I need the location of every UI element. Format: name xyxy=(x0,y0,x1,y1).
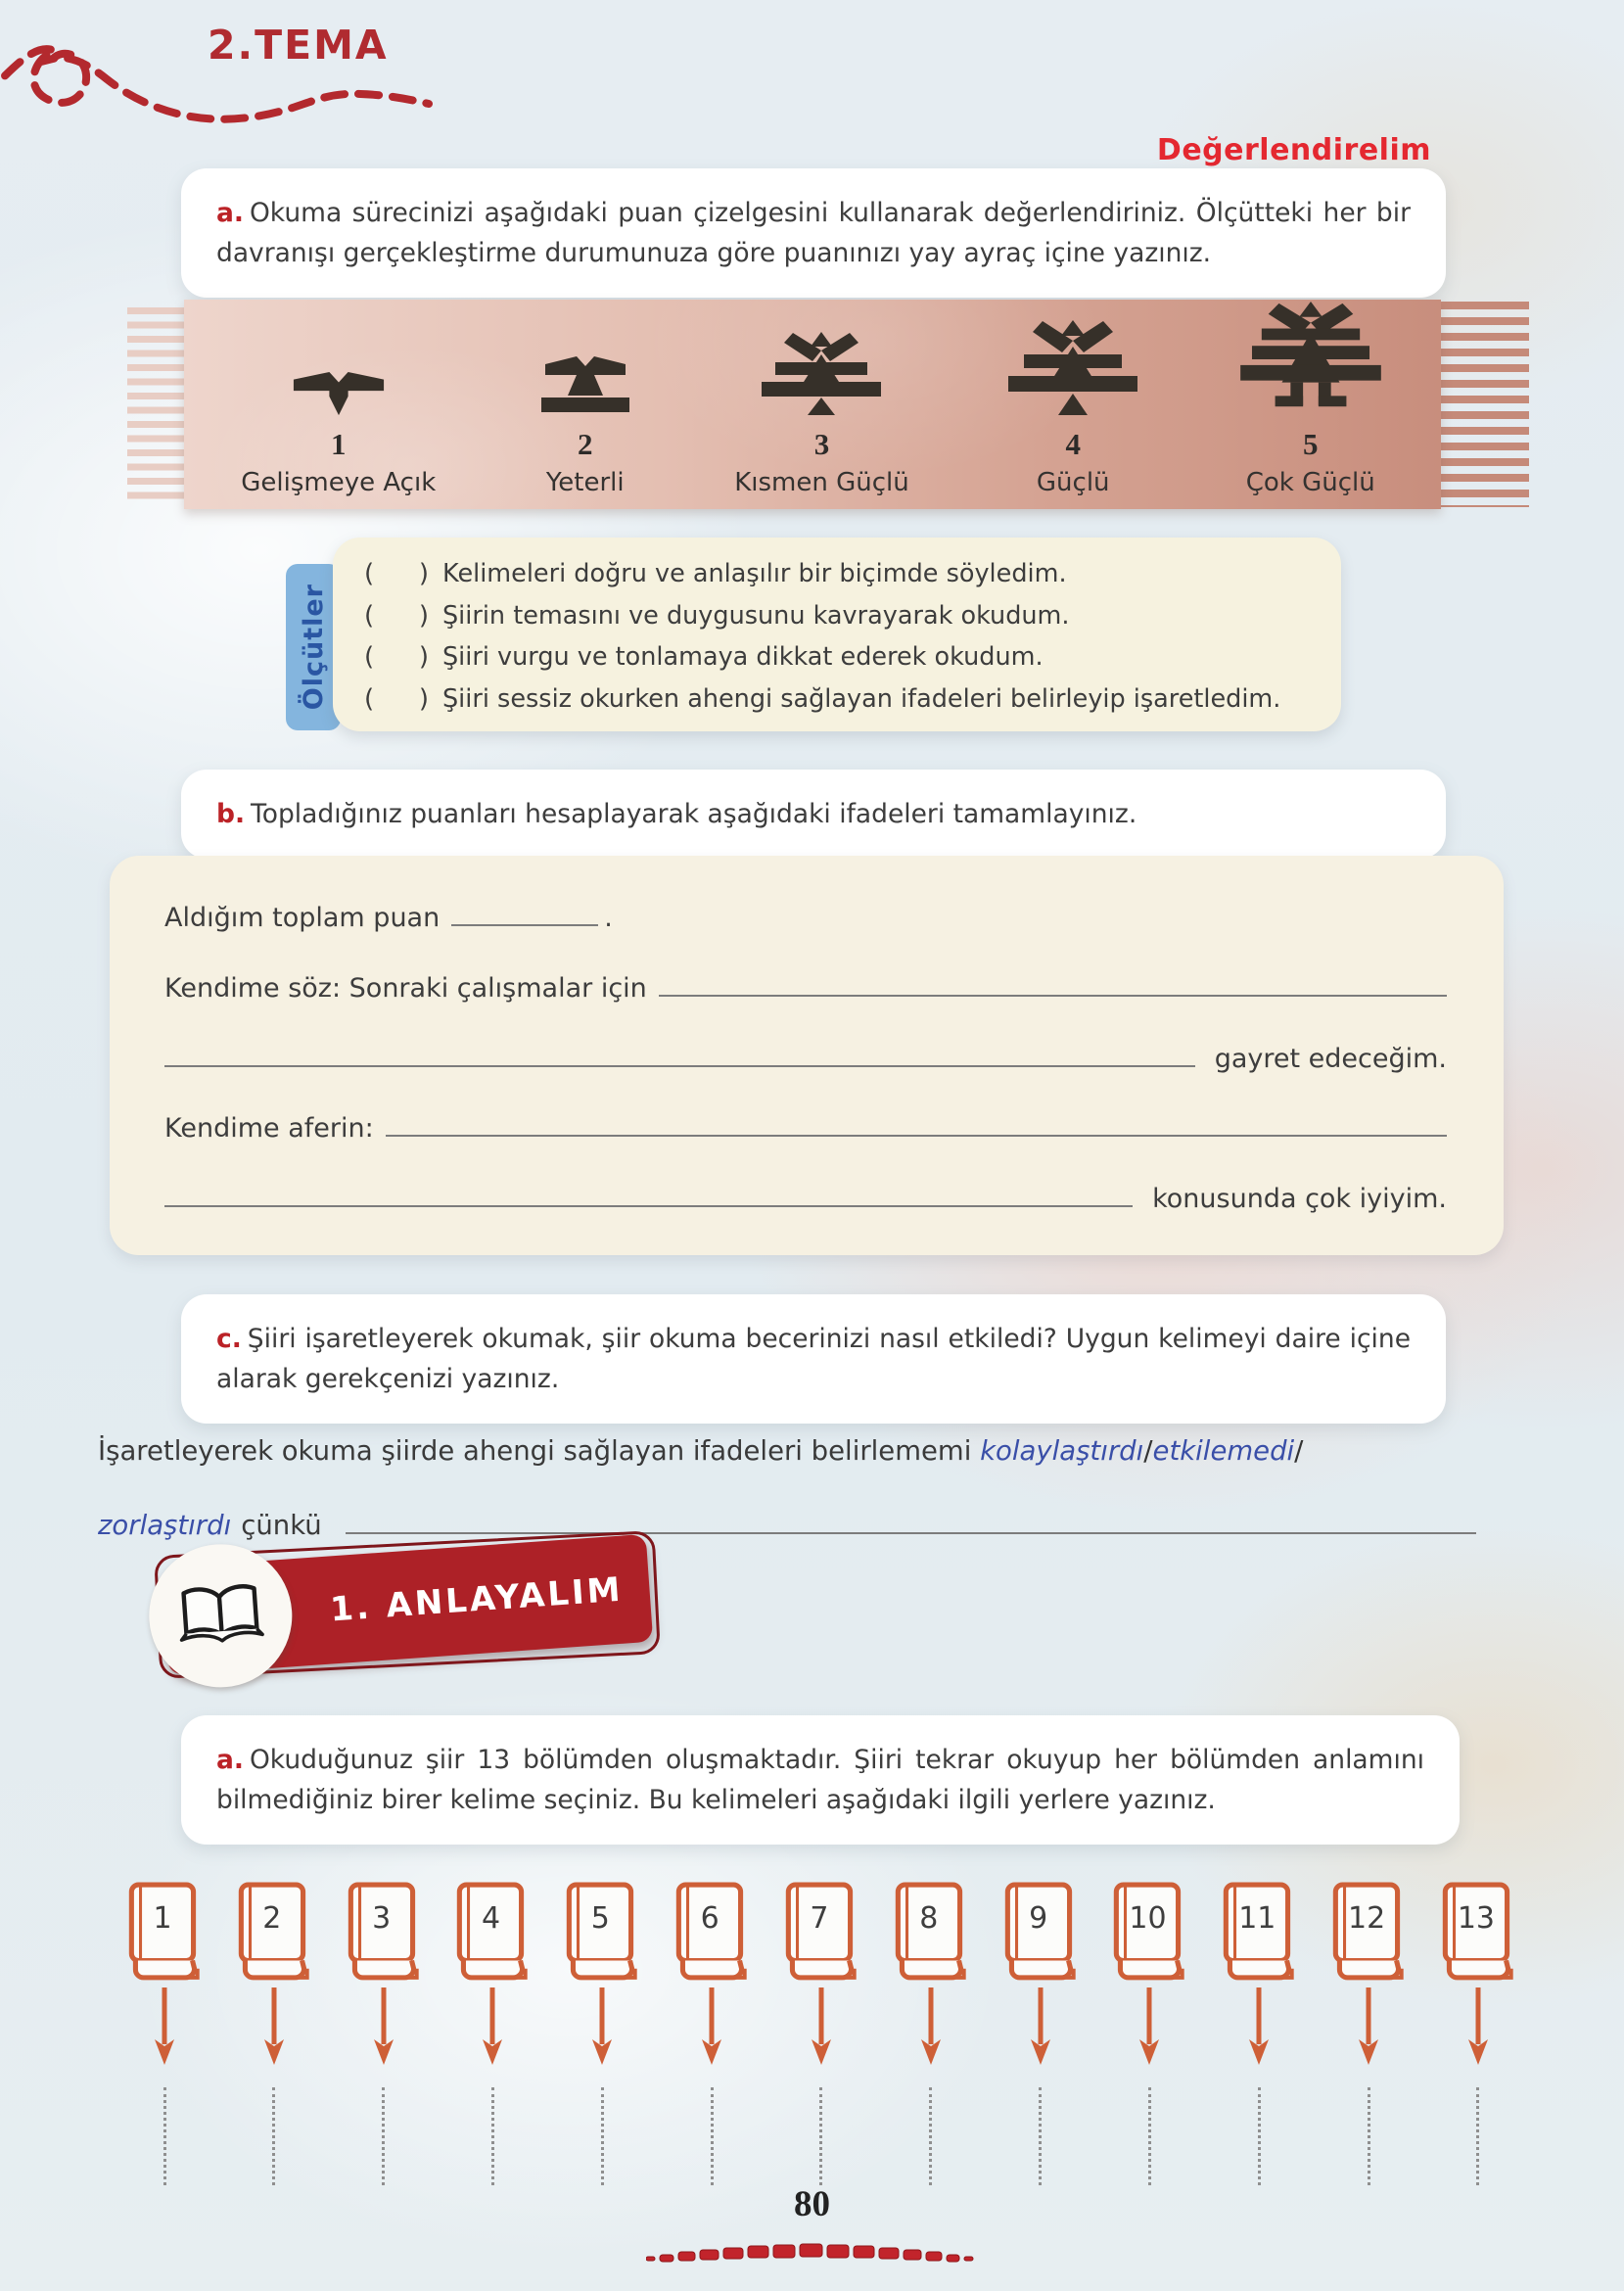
book-icon xyxy=(891,1882,971,1984)
down-arrow-icon xyxy=(481,1987,504,2066)
praise-row-2: konusunda çok iyiyim. xyxy=(164,1180,1447,1214)
kilim-motif-3-icon xyxy=(757,329,886,419)
rating-value: 4 xyxy=(1065,427,1081,461)
word-write-line[interactable] xyxy=(1148,2087,1151,2185)
promise-label: Kendime söz: Sonraki çalışmalar için xyxy=(164,973,647,1004)
praise-blank-2[interactable] xyxy=(164,1180,1133,1207)
anlayalim-section-a-text: a. Okuduğunuz şiir 13 bölümden oluşmaktadır. Şiiri tekrar okuyup her bölümden anlamını bilmediğiniz birer kelime seçiniz. Bu kelimeleri aşağıdaki ilgili yerlere yazınız. xyxy=(216,1745,1424,1816)
score-slot[interactable]: ( ) xyxy=(364,559,429,588)
praise-label: Kendime aferin: xyxy=(164,1113,374,1145)
kilim-motif-2-icon xyxy=(531,354,640,419)
word-write-line[interactable] xyxy=(1368,2087,1370,2185)
word-write-line[interactable] xyxy=(819,2087,822,2185)
book-number: 2 xyxy=(262,1901,282,1936)
criterion-row xyxy=(364,601,1312,631)
rating-value: 5 xyxy=(1302,427,1319,461)
section-c-box xyxy=(181,1294,1446,1424)
book-icon xyxy=(781,1882,861,1984)
fill-sentence-line-1: İşaretleyerek okuma şiirde ahengi sağlayan ifadeleri belirlememi kolaylaştırdı/etkilemedi/ xyxy=(98,1435,1304,1467)
book-icon xyxy=(672,1882,752,1984)
book-icon xyxy=(1109,1882,1189,1984)
score-slot[interactable]: ( ) xyxy=(364,600,429,631)
book-col-1 xyxy=(123,1882,206,2185)
book-icon xyxy=(1219,1882,1299,1984)
rating-4 xyxy=(1003,317,1142,497)
criterion-text: Şiiri sessiz okurken ahengi sağlayan ifadeleri belirleyip işaretledim. xyxy=(442,683,1281,714)
promise-row-2: gayret edeceğim. xyxy=(164,1039,1447,1073)
section-a-box xyxy=(181,168,1446,298)
book-col-12 xyxy=(1327,1882,1410,2185)
book-icon xyxy=(234,1882,314,1984)
word-write-line[interactable] xyxy=(163,2087,166,2185)
book-col-4 xyxy=(451,1882,534,2185)
banner-title: 1. ANLAYALIM xyxy=(328,1569,625,1630)
section-letter: b. xyxy=(216,799,246,829)
rating-label: Güçlü xyxy=(1036,468,1110,497)
down-arrow-icon xyxy=(262,1987,286,2066)
book-col-10 xyxy=(1108,1882,1190,2185)
word-write-line[interactable] xyxy=(272,2087,275,2185)
down-arrow-icon xyxy=(810,1987,833,2066)
anlayalim-banner xyxy=(162,1534,653,1675)
word-write-line[interactable] xyxy=(491,2087,494,2185)
score-slot[interactable]: ( ) xyxy=(364,642,429,673)
down-arrow-icon xyxy=(1029,1987,1052,2066)
rating-label: Yeterli xyxy=(545,468,625,497)
book-icon xyxy=(1000,1882,1081,1984)
option-kolaylastirdi[interactable]: kolaylaştırdı xyxy=(980,1435,1144,1467)
kilim-motif-4-icon xyxy=(1003,317,1142,419)
rating-value: 1 xyxy=(330,427,347,461)
book-icon xyxy=(1438,1882,1518,1984)
book-number: 10 xyxy=(1129,1901,1167,1936)
book-number: 3 xyxy=(372,1901,392,1936)
anlayalim-section-a-box xyxy=(181,1715,1460,1845)
page-number: 80 xyxy=(794,2184,830,2224)
book-number: 6 xyxy=(700,1901,719,1936)
down-arrow-icon xyxy=(153,1987,176,2066)
kilim-fringe-left xyxy=(127,307,184,501)
criterion-text: Şiirin temasını ve duygusunu kavrayarak okudum. xyxy=(442,600,1070,631)
book-icon xyxy=(1328,1882,1409,1984)
down-arrow-icon xyxy=(919,1987,943,2066)
promise-row xyxy=(164,969,1447,1004)
open-book-icon xyxy=(175,1577,266,1654)
book-sections-row xyxy=(123,1882,1519,2185)
word-write-line[interactable] xyxy=(711,2087,714,2185)
score-slot[interactable]: ( ) xyxy=(364,683,429,714)
book-number: 7 xyxy=(810,1901,829,1936)
word-write-line[interactable] xyxy=(382,2087,385,2185)
book-number: 1 xyxy=(153,1901,172,1936)
rating-1 xyxy=(241,370,436,497)
word-write-line[interactable] xyxy=(1476,2087,1479,2185)
criterion-row xyxy=(364,559,1312,588)
kilim-band xyxy=(184,300,1441,509)
criterion-row xyxy=(364,642,1312,672)
section-letter: a. xyxy=(216,1745,244,1775)
rating-5 xyxy=(1237,300,1384,497)
down-arrow-icon xyxy=(700,1987,723,2066)
book-col-2 xyxy=(233,1882,315,2185)
tema-title: 2.TEMA xyxy=(208,22,389,69)
rating-2 xyxy=(531,354,640,497)
criterion-text: Kelimeleri doğru ve anlaşılır bir biçimde söyledim. xyxy=(442,559,1067,588)
book-col-9 xyxy=(999,1882,1082,2185)
word-write-line[interactable] xyxy=(601,2087,604,2185)
criterion-text: Şiiri vurgu ve tonlamaya dikkat ederek okudum. xyxy=(442,642,1044,673)
option-zorlastirdi[interactable]: zorlaştırdı xyxy=(98,1509,232,1541)
down-arrow-icon xyxy=(372,1987,395,2066)
section-letter: a. xyxy=(216,198,244,228)
down-arrow-icon xyxy=(1466,1987,1490,2066)
section-c-text: c. Şiiri işaretleyerek okumak, şiir okuma becerinizi nasıl etkiledi? Uygun kelimeyi daire içine alarak gerekçenizi yazınız. xyxy=(216,1324,1411,1395)
book-col-8 xyxy=(890,1882,972,2185)
total-score-label: Aldığım toplam puan xyxy=(164,903,441,934)
book-number: 13 xyxy=(1457,1901,1496,1936)
kilim-motif-5-icon xyxy=(1237,300,1384,419)
rating-3 xyxy=(734,329,909,497)
book-col-11 xyxy=(1218,1882,1300,2185)
book-col-7 xyxy=(780,1882,862,2185)
book-number: 9 xyxy=(1029,1901,1048,1936)
book-number: 12 xyxy=(1348,1901,1386,1936)
criterion-row xyxy=(364,684,1312,714)
down-arrow-icon xyxy=(1357,1987,1380,2066)
section-letter: c. xyxy=(216,1324,242,1354)
section-b-box xyxy=(181,770,1446,859)
book-icon xyxy=(344,1882,424,1984)
down-arrow-icon xyxy=(1247,1987,1271,2066)
fill-sentence-line-2: zorlaştırdı çünkü xyxy=(98,1506,1476,1541)
rating-value: 3 xyxy=(813,427,830,461)
promise-blank[interactable] xyxy=(659,969,1447,997)
rating-label: Gelişmeye Açık xyxy=(241,468,437,497)
criteria-tab: Ölçütler xyxy=(286,564,341,730)
kilim-fringe-right xyxy=(1441,302,1529,507)
down-arrow-icon xyxy=(1137,1987,1161,2066)
book-col-5 xyxy=(561,1882,643,2185)
praise-row xyxy=(164,1109,1447,1144)
book-number: 8 xyxy=(919,1901,939,1936)
evaluation-header: Değerlendirelim xyxy=(1156,133,1431,167)
option-etkilemedi[interactable]: etkilemedi xyxy=(1152,1435,1295,1467)
word-write-line[interactable] xyxy=(1258,2087,1261,2185)
rating-label: Kısmen Güçlü xyxy=(734,468,909,497)
section-a-text: a. Okuma sürecinizi aşağıdaki puan çizelgesini kullanarak değerlendiriniz. Ölçütteki her bir davranışı gerçekleştirme durumunuza göre puanınızı yay ayraç içine yazınız. xyxy=(216,198,1411,269)
word-write-line[interactable] xyxy=(929,2087,932,2185)
book-col-6 xyxy=(671,1882,753,2185)
book-col-3 xyxy=(343,1882,425,2185)
rating-scale-band xyxy=(127,300,1529,509)
down-arrow-icon xyxy=(590,1987,614,2066)
book-icon xyxy=(562,1882,642,1984)
criteria-box xyxy=(333,538,1341,731)
book-number: 4 xyxy=(481,1901,501,1936)
book-number: 5 xyxy=(590,1901,610,1936)
kilim-motif-1-icon xyxy=(292,370,386,419)
rating-value: 2 xyxy=(577,427,593,461)
reason-blank[interactable] xyxy=(346,1506,1476,1534)
book-number: 11 xyxy=(1238,1901,1276,1936)
book-icon xyxy=(124,1882,205,1984)
footer-dash-strip-icon xyxy=(646,2238,979,2271)
total-score-row: Aldığım toplam puan . xyxy=(164,899,1447,933)
word-write-line[interactable] xyxy=(1039,2087,1042,2185)
book-col-13 xyxy=(1437,1882,1519,2185)
banner-circle xyxy=(144,1539,297,1692)
praise-blank[interactable] xyxy=(386,1109,1447,1137)
section-b-text: b. Topladığınız puanları hesaplayarak aşağıdaki ifadeleri tamamlayınız. xyxy=(216,799,1137,829)
rating-label: Çok Güçlü xyxy=(1245,468,1375,497)
self-evaluation-form xyxy=(110,856,1504,1255)
promise-blank-2[interactable] xyxy=(164,1039,1195,1066)
total-score-blank[interactable] xyxy=(451,899,598,926)
book-icon xyxy=(452,1882,533,1984)
